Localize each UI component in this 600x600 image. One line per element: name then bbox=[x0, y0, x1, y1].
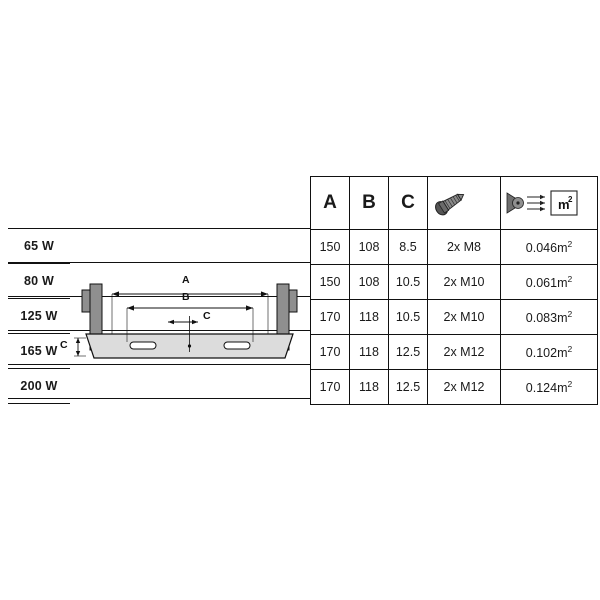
header-a: A bbox=[311, 177, 350, 230]
area-value: 0.102 bbox=[525, 346, 558, 361]
area-unit: m bbox=[557, 276, 568, 291]
header-b: B bbox=[350, 177, 389, 230]
header-c: C bbox=[389, 177, 428, 230]
cell-a: 170 bbox=[311, 335, 350, 370]
dimension-label-b: B bbox=[182, 291, 190, 303]
cell-screw: 2x M12 bbox=[428, 335, 501, 370]
cell-c: 12.5 bbox=[389, 335, 428, 370]
projected-area-icon bbox=[501, 186, 583, 220]
area-unit: m bbox=[557, 381, 568, 396]
cell-screw: 2x M10 bbox=[428, 265, 501, 300]
cell-b: 118 bbox=[350, 370, 389, 405]
cell-area bbox=[501, 265, 598, 300]
cell-b: 118 bbox=[350, 335, 389, 370]
area-value: 0.083 bbox=[525, 311, 558, 326]
area-exponent: 2 bbox=[567, 343, 573, 354]
svg-text:2: 2 bbox=[568, 195, 573, 204]
table-row bbox=[311, 300, 598, 335]
cell-area bbox=[501, 300, 598, 335]
cell-c: 10.5 bbox=[389, 265, 428, 300]
dimension-label-c-left: C bbox=[60, 339, 68, 351]
area-value: 0.046 bbox=[525, 241, 558, 256]
area-unit: m bbox=[557, 241, 568, 256]
cell-c: 8.5 bbox=[389, 230, 428, 265]
cell-b: 108 bbox=[350, 265, 389, 300]
wattage-column bbox=[8, 228, 70, 404]
table-row bbox=[8, 369, 70, 404]
cell-area bbox=[501, 370, 598, 405]
area-value: 0.061 bbox=[525, 276, 558, 291]
table-row bbox=[311, 265, 598, 300]
header-screw bbox=[428, 177, 501, 230]
cell-area bbox=[501, 335, 598, 370]
floodlight-drawing bbox=[60, 272, 307, 382]
cell-c: 10.5 bbox=[389, 300, 428, 335]
area-unit: m bbox=[557, 346, 568, 361]
screw-icon bbox=[428, 188, 472, 218]
wattage-label: 125 W bbox=[8, 299, 70, 334]
cell-screw: 2x M10 bbox=[428, 300, 501, 335]
area-exponent: 2 bbox=[567, 308, 573, 319]
cell-area bbox=[501, 230, 598, 265]
floodlight-bracket-front-view bbox=[72, 272, 307, 382]
dimension-label-a: A bbox=[182, 274, 190, 286]
svg-text:m: m bbox=[558, 197, 570, 212]
cell-screw: 2x M8 bbox=[428, 230, 501, 265]
cell-b: 118 bbox=[350, 300, 389, 335]
cell-c: 12.5 bbox=[389, 370, 428, 405]
cell-b: 108 bbox=[350, 230, 389, 265]
cell-a: 150 bbox=[311, 265, 350, 300]
wattage-label: 165 W bbox=[8, 334, 70, 369]
area-exponent: 2 bbox=[567, 273, 573, 284]
table-header-row bbox=[311, 177, 598, 230]
wattage-label: 200 W bbox=[8, 369, 70, 404]
cell-a: 150 bbox=[311, 230, 350, 265]
dimension-label-c-top: C bbox=[203, 310, 211, 322]
cell-a: 170 bbox=[311, 370, 350, 405]
header-projected-area bbox=[501, 177, 598, 230]
area-exponent: 2 bbox=[567, 378, 573, 389]
cell-a: 170 bbox=[311, 300, 350, 335]
cell-screw: 2x M12 bbox=[428, 370, 501, 405]
table-row bbox=[8, 229, 70, 264]
area-exponent: 2 bbox=[567, 238, 573, 249]
wattage-label: 65 W bbox=[8, 229, 70, 264]
table-row bbox=[311, 230, 598, 265]
area-value: 0.124 bbox=[525, 381, 558, 396]
wattage-label: 80 W bbox=[8, 264, 70, 299]
table-row bbox=[311, 370, 598, 405]
table-row bbox=[8, 299, 70, 334]
area-unit: m bbox=[557, 311, 568, 326]
table-row bbox=[8, 264, 70, 299]
table-row bbox=[311, 335, 598, 370]
dimensions-table bbox=[310, 176, 598, 405]
